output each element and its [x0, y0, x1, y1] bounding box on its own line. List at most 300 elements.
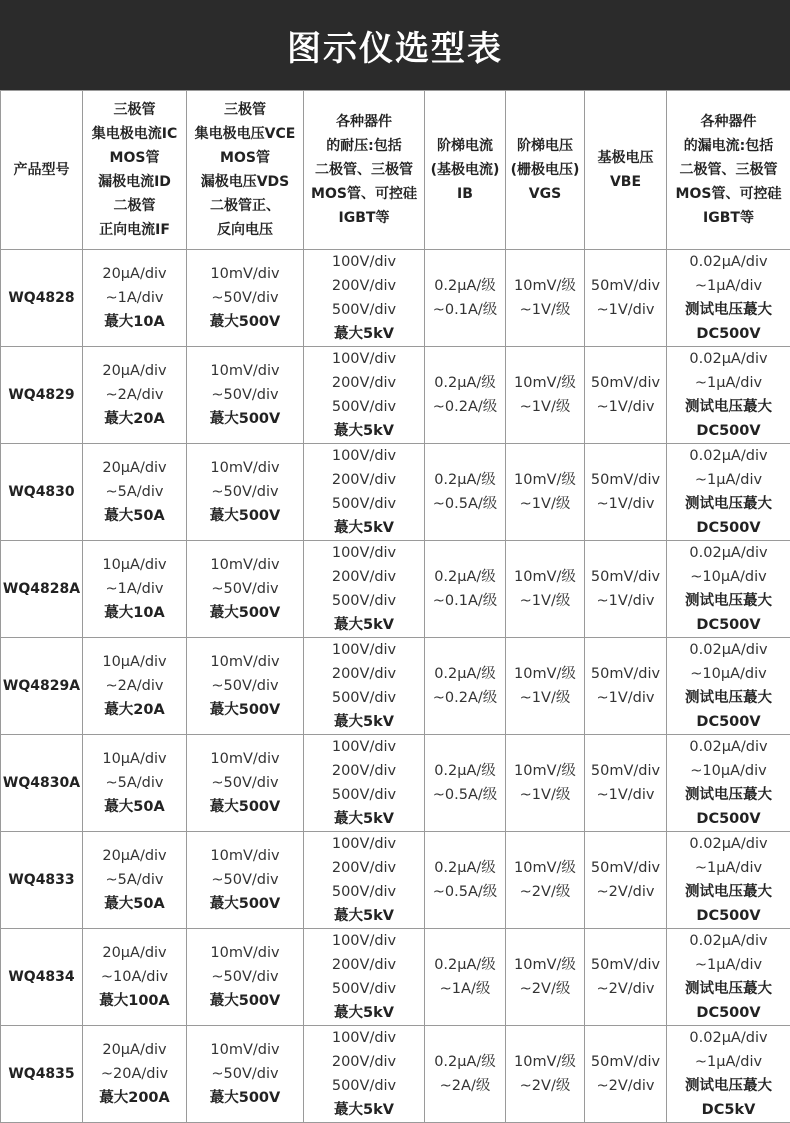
table-row	[1, 444, 790, 541]
cell-line: 10mV/div	[187, 553, 303, 577]
cell-line: 0.2μA/级	[425, 274, 505, 298]
current-cell	[83, 541, 187, 638]
cell-line: 200V/div	[304, 468, 424, 492]
header-line: IGBT等	[304, 206, 424, 230]
cell-line: 10mV/div	[187, 650, 303, 674]
cell-line: ~1V/div	[585, 298, 666, 322]
ib-cell	[425, 347, 506, 444]
cell-line: 100V/div	[304, 638, 424, 662]
cell-line: 10mV/级	[506, 468, 584, 492]
cell-line: 100V/div	[304, 1026, 424, 1050]
cell-line: ~10μA/div	[667, 565, 790, 589]
leak-cell	[667, 250, 790, 347]
table-row	[1, 347, 790, 444]
cell-line: 200V/div	[304, 371, 424, 395]
voltage-cell	[187, 347, 304, 444]
header-line: MOS管、可控硅	[304, 182, 424, 206]
header-line: 各种器件	[304, 110, 424, 134]
cell-line: ~1V/div	[585, 395, 666, 419]
cell-line: 蕞大500V	[187, 310, 303, 334]
vbe-cell	[585, 444, 667, 541]
cell-line: 蕞大50A	[83, 892, 186, 916]
cell-line: 测试电压蕞大	[667, 686, 790, 710]
vbe-cell	[585, 929, 667, 1026]
voltage-cell	[187, 250, 304, 347]
cell-line: ~0.5A/级	[425, 880, 505, 904]
cell-line: 0.02μA/div	[667, 638, 790, 662]
cell-line: ~1V/div	[585, 686, 666, 710]
cell-line: 50mV/div	[585, 856, 666, 880]
cell-line: 100V/div	[304, 250, 424, 274]
cell-line: 500V/div	[304, 686, 424, 710]
cell-line: 蕞大5kV	[304, 322, 424, 346]
cell-line: 100V/div	[304, 444, 424, 468]
cell-line: ~2V/级	[506, 1074, 584, 1098]
table-row	[1, 832, 790, 929]
cell-line: 50mV/div	[585, 274, 666, 298]
cell-line: DC500V	[667, 516, 790, 540]
header-withstand	[304, 91, 425, 250]
table-row	[1, 250, 790, 347]
cell-line: ~1V/级	[506, 686, 584, 710]
cell-line: 蕞大5kV	[304, 613, 424, 637]
cell-line: 10μA/div	[83, 553, 186, 577]
header-line: MOS管、可控硅	[667, 182, 790, 206]
cell-line: 20μA/div	[83, 359, 186, 383]
current-cell	[83, 347, 187, 444]
voltage-cell	[187, 444, 304, 541]
cell-line: ~1μA/div	[667, 371, 790, 395]
model-cell: WQ4835	[1, 1026, 83, 1123]
cell-line: 500V/div	[304, 977, 424, 1001]
header-line: 二极管	[83, 194, 186, 218]
cell-line: 10mV/级	[506, 565, 584, 589]
cell-line: ~50V/div	[187, 383, 303, 407]
cell-line: 10mV/div	[187, 747, 303, 771]
leak-cell	[667, 444, 790, 541]
cell-line: ~2A/div	[83, 383, 186, 407]
cell-line: ~1μA/div	[667, 953, 790, 977]
cell-line: 蕞大20A	[83, 407, 186, 431]
cell-line: 0.02μA/div	[667, 929, 790, 953]
cell-line: 500V/div	[304, 880, 424, 904]
cell-line: 蕞大100A	[83, 989, 186, 1013]
vgs-cell	[506, 638, 585, 735]
cell-line: ~1μA/div	[667, 468, 790, 492]
cell-line: 0.02μA/div	[667, 347, 790, 371]
cell-line: 0.02μA/div	[667, 444, 790, 468]
cell-line: 100V/div	[304, 735, 424, 759]
leak-cell	[667, 638, 790, 735]
voltage-cell	[187, 929, 304, 1026]
vbe-cell	[585, 250, 667, 347]
cell-line: ~50V/div	[187, 1062, 303, 1086]
vgs-cell	[506, 1026, 585, 1123]
header-line: 集电极电流IC	[83, 122, 186, 146]
cell-line: 10mV/div	[187, 941, 303, 965]
ib-cell	[425, 250, 506, 347]
header-line: 正向电流IF	[83, 218, 186, 242]
withstand-cell	[304, 541, 425, 638]
vbe-cell	[585, 832, 667, 929]
cell-line: DC500V	[667, 904, 790, 928]
cell-line: 50mV/div	[585, 953, 666, 977]
cell-line: ~2V/级	[506, 977, 584, 1001]
ib-cell	[425, 541, 506, 638]
cell-line: DC500V	[667, 322, 790, 346]
vgs-cell	[506, 735, 585, 832]
table-row	[1, 735, 790, 832]
cell-line: 蕞大500V	[187, 504, 303, 528]
header-line: VBE	[585, 170, 666, 194]
voltage-cell	[187, 735, 304, 832]
withstand-cell	[304, 347, 425, 444]
header-line: 漏极电压VDS	[187, 170, 303, 194]
table-row	[1, 638, 790, 735]
table-body	[1, 250, 790, 1123]
current-cell	[83, 638, 187, 735]
cell-line: 测试电压蕞大	[667, 492, 790, 516]
cell-line: ~50V/div	[187, 577, 303, 601]
table-header-row	[1, 91, 790, 250]
cell-line: ~20A/div	[83, 1062, 186, 1086]
cell-line: 测试电压蕞大	[667, 298, 790, 322]
cell-line: DC500V	[667, 710, 790, 734]
cell-line: 0.2μA/级	[425, 953, 505, 977]
cell-line: 50mV/div	[585, 759, 666, 783]
header-line: 的漏电流:包括	[667, 134, 790, 158]
cell-line: 蕞大5kV	[304, 904, 424, 928]
cell-line: ~50V/div	[187, 868, 303, 892]
header-line: 各种器件	[667, 110, 790, 134]
header-ib	[425, 91, 506, 250]
cell-line: ~0.2A/级	[425, 686, 505, 710]
cell-line: 蕞大50A	[83, 504, 186, 528]
cell-line: 20μA/div	[83, 941, 186, 965]
cell-line: 蕞大5kV	[304, 710, 424, 734]
header-line: MOS管	[83, 146, 186, 170]
cell-line: 500V/div	[304, 783, 424, 807]
cell-line: 10μA/div	[83, 747, 186, 771]
cell-line: ~0.5A/级	[425, 783, 505, 807]
header-line: 产品型号	[1, 158, 82, 182]
cell-line: 蕞大500V	[187, 698, 303, 722]
header-current	[83, 91, 187, 250]
vgs-cell	[506, 541, 585, 638]
cell-line: 测试电压蕞大	[667, 589, 790, 613]
cell-line: ~0.2A/级	[425, 395, 505, 419]
cell-line: ~50V/div	[187, 480, 303, 504]
vbe-cell	[585, 638, 667, 735]
leak-cell	[667, 347, 790, 444]
vgs-cell	[506, 929, 585, 1026]
cell-line: 0.02μA/div	[667, 541, 790, 565]
selection-table	[0, 90, 790, 1123]
model-cell: WQ4828	[1, 250, 83, 347]
withstand-cell	[304, 929, 425, 1026]
vgs-cell	[506, 347, 585, 444]
cell-line: 200V/div	[304, 759, 424, 783]
cell-line: 10mV/级	[506, 856, 584, 880]
cell-line: 蕞大5kV	[304, 807, 424, 831]
cell-line: ~2V/div	[585, 977, 666, 1001]
vbe-cell	[585, 735, 667, 832]
cell-line: 测试电压蕞大	[667, 783, 790, 807]
cell-line: 500V/div	[304, 1074, 424, 1098]
cell-line: ~1A/div	[83, 286, 186, 310]
header-line: 的耐压:包括	[304, 134, 424, 158]
cell-line: 测试电压蕞大	[667, 395, 790, 419]
leak-cell	[667, 1026, 790, 1123]
vgs-cell	[506, 250, 585, 347]
model-cell: WQ4830A	[1, 735, 83, 832]
cell-line: 500V/div	[304, 589, 424, 613]
header-line: 二极管、三极管	[667, 158, 790, 182]
cell-line: ~1V/div	[585, 783, 666, 807]
header-line: VGS	[506, 182, 584, 206]
cell-line: 20μA/div	[83, 844, 186, 868]
current-cell	[83, 929, 187, 1026]
cell-line: 蕞大10A	[83, 310, 186, 334]
cell-line: 0.2μA/级	[425, 856, 505, 880]
header-line: 漏极电流ID	[83, 170, 186, 194]
current-cell	[83, 735, 187, 832]
cell-line: 10mV/div	[187, 844, 303, 868]
ib-cell	[425, 444, 506, 541]
cell-line: 蕞大500V	[187, 989, 303, 1013]
header-line: 三极管	[187, 98, 303, 122]
cell-line: 0.2μA/级	[425, 565, 505, 589]
cell-line: ~50V/div	[187, 286, 303, 310]
cell-line: 蕞大500V	[187, 892, 303, 916]
cell-line: 蕞大500V	[187, 407, 303, 431]
cell-line: 0.02μA/div	[667, 1026, 790, 1050]
page-title: 图示仪选型表	[0, 0, 790, 90]
header-line: IGBT等	[667, 206, 790, 230]
cell-line: 蕞大5kV	[304, 516, 424, 540]
model-cell: WQ4834	[1, 929, 83, 1026]
current-cell	[83, 250, 187, 347]
cell-line: 蕞大200A	[83, 1086, 186, 1110]
cell-line: ~1V/级	[506, 589, 584, 613]
cell-line: 测试电压蕞大	[667, 1074, 790, 1098]
cell-line: ~1V/div	[585, 492, 666, 516]
cell-line: 测试电压蕞大	[667, 880, 790, 904]
leak-cell	[667, 929, 790, 1026]
cell-line: 蕞大500V	[187, 1086, 303, 1110]
leak-cell	[667, 735, 790, 832]
cell-line: 蕞大5kV	[304, 1001, 424, 1025]
cell-line: ~5A/div	[83, 480, 186, 504]
model-cell: WQ4828A	[1, 541, 83, 638]
leak-cell	[667, 832, 790, 929]
ib-cell	[425, 638, 506, 735]
cell-line: ~1V/div	[585, 589, 666, 613]
voltage-cell	[187, 638, 304, 735]
cell-line: 蕞大500V	[187, 795, 303, 819]
cell-line: 10μA/div	[83, 650, 186, 674]
cell-line: ~2V/div	[585, 880, 666, 904]
vbe-cell	[585, 541, 667, 638]
cell-line: 0.02μA/div	[667, 250, 790, 274]
cell-line: 200V/div	[304, 274, 424, 298]
cell-line: 20μA/div	[83, 456, 186, 480]
ib-cell	[425, 832, 506, 929]
cell-line: DC500V	[667, 613, 790, 637]
cell-line: ~50V/div	[187, 771, 303, 795]
cell-line: ~50V/div	[187, 965, 303, 989]
cell-line: 500V/div	[304, 298, 424, 322]
cell-line: DC500V	[667, 1001, 790, 1025]
vgs-cell	[506, 832, 585, 929]
cell-line: ~1μA/div	[667, 856, 790, 880]
cell-line: 200V/div	[304, 662, 424, 686]
voltage-cell	[187, 541, 304, 638]
current-cell	[83, 832, 187, 929]
cell-line: 500V/div	[304, 395, 424, 419]
vgs-cell	[506, 444, 585, 541]
cell-line: 10mV/div	[187, 1038, 303, 1062]
ib-cell	[425, 735, 506, 832]
ib-cell	[425, 1026, 506, 1123]
cell-line: ~1A/div	[83, 577, 186, 601]
vbe-cell	[585, 1026, 667, 1123]
table-row	[1, 541, 790, 638]
cell-line: ~1V/级	[506, 783, 584, 807]
cell-line: 10mV/级	[506, 759, 584, 783]
model-cell: WQ4833	[1, 832, 83, 929]
header-line: 反向电压	[187, 218, 303, 242]
voltage-cell	[187, 832, 304, 929]
header-line: (栅极电压)	[506, 158, 584, 182]
model-cell: WQ4829	[1, 347, 83, 444]
cell-line: ~1V/级	[506, 298, 584, 322]
cell-line: ~2V/级	[506, 880, 584, 904]
table-row	[1, 929, 790, 1026]
withstand-cell	[304, 638, 425, 735]
model-cell: WQ4830	[1, 444, 83, 541]
cell-line: 20μA/div	[83, 262, 186, 286]
cell-line: 100V/div	[304, 929, 424, 953]
cell-line: 0.2μA/级	[425, 371, 505, 395]
header-vbe	[585, 91, 667, 250]
current-cell	[83, 1026, 187, 1123]
cell-line: 蕞大5kV	[304, 1098, 424, 1122]
cell-line: ~1μA/div	[667, 274, 790, 298]
cell-line: 蕞大50A	[83, 795, 186, 819]
cell-line: ~1μA/div	[667, 1050, 790, 1074]
header-voltage	[187, 91, 304, 250]
cell-line: 10mV/级	[506, 662, 584, 686]
cell-line: 100V/div	[304, 541, 424, 565]
cell-line: 100V/div	[304, 832, 424, 856]
cell-line: 10mV/级	[506, 1050, 584, 1074]
cell-line: 100V/div	[304, 347, 424, 371]
cell-line: 50mV/div	[585, 1050, 666, 1074]
cell-line: 蕞大20A	[83, 698, 186, 722]
withstand-cell	[304, 250, 425, 347]
cell-line: 10mV/div	[187, 262, 303, 286]
header-line: IB	[425, 182, 505, 206]
header-line: 三极管	[83, 98, 186, 122]
cell-line: ~10μA/div	[667, 662, 790, 686]
cell-line: 0.02μA/div	[667, 735, 790, 759]
cell-line: 0.02μA/div	[667, 832, 790, 856]
withstand-cell	[304, 1026, 425, 1123]
cell-line: 蕞大5kV	[304, 419, 424, 443]
cell-line: 200V/div	[304, 953, 424, 977]
cell-line: DC500V	[667, 419, 790, 443]
cell-line: ~2A/级	[425, 1074, 505, 1098]
cell-line: 10mV/div	[187, 359, 303, 383]
ib-cell	[425, 929, 506, 1026]
cell-line: ~2V/div	[585, 1074, 666, 1098]
cell-line: ~10A/div	[83, 965, 186, 989]
header-vgs	[506, 91, 585, 250]
cell-line: 测试电压蕞大	[667, 977, 790, 1001]
cell-line: ~2A/div	[83, 674, 186, 698]
cell-line: ~5A/div	[83, 868, 186, 892]
cell-line: 50mV/div	[585, 468, 666, 492]
cell-line: 50mV/div	[585, 565, 666, 589]
header-model	[1, 91, 83, 250]
header-line: MOS管	[187, 146, 303, 170]
cell-line: 蕞大10A	[83, 601, 186, 625]
cell-line: 0.2μA/级	[425, 662, 505, 686]
header-line: 阶梯电压	[506, 134, 584, 158]
cell-line: DC500V	[667, 807, 790, 831]
cell-line: 10mV/div	[187, 456, 303, 480]
header-line: 阶梯电流	[425, 134, 505, 158]
cell-line: 10mV/级	[506, 953, 584, 977]
cell-line: ~1A/级	[425, 977, 505, 1001]
current-cell	[83, 444, 187, 541]
cell-line: 10mV/级	[506, 371, 584, 395]
header-line: (基极电流)	[425, 158, 505, 182]
cell-line: DC5kV	[667, 1098, 790, 1122]
withstand-cell	[304, 832, 425, 929]
header-line: 二极管正、	[187, 194, 303, 218]
model-cell: WQ4829A	[1, 638, 83, 735]
voltage-cell	[187, 1026, 304, 1123]
cell-line: 20μA/div	[83, 1038, 186, 1062]
cell-line: ~0.5A/级	[425, 492, 505, 516]
cell-line: 50mV/div	[585, 371, 666, 395]
header-leak	[667, 91, 790, 250]
cell-line: 200V/div	[304, 856, 424, 880]
cell-line: 200V/div	[304, 565, 424, 589]
cell-line: ~5A/div	[83, 771, 186, 795]
cell-line: ~1V/级	[506, 492, 584, 516]
cell-line: ~0.1A/级	[425, 589, 505, 613]
withstand-cell	[304, 735, 425, 832]
header-line: 二极管、三极管	[304, 158, 424, 182]
cell-line: 10mV/级	[506, 274, 584, 298]
cell-line: ~10μA/div	[667, 759, 790, 783]
cell-line: 蕞大500V	[187, 601, 303, 625]
cell-line: ~1V/级	[506, 395, 584, 419]
cell-line: 0.2μA/级	[425, 759, 505, 783]
header-line: 集电极电压VCE	[187, 122, 303, 146]
cell-line: 0.2μA/级	[425, 468, 505, 492]
cell-line: 200V/div	[304, 1050, 424, 1074]
cell-line: 500V/div	[304, 492, 424, 516]
cell-line: 50mV/div	[585, 662, 666, 686]
cell-line: 0.2μA/级	[425, 1050, 505, 1074]
withstand-cell	[304, 444, 425, 541]
leak-cell	[667, 541, 790, 638]
cell-line: ~0.1A/级	[425, 298, 505, 322]
